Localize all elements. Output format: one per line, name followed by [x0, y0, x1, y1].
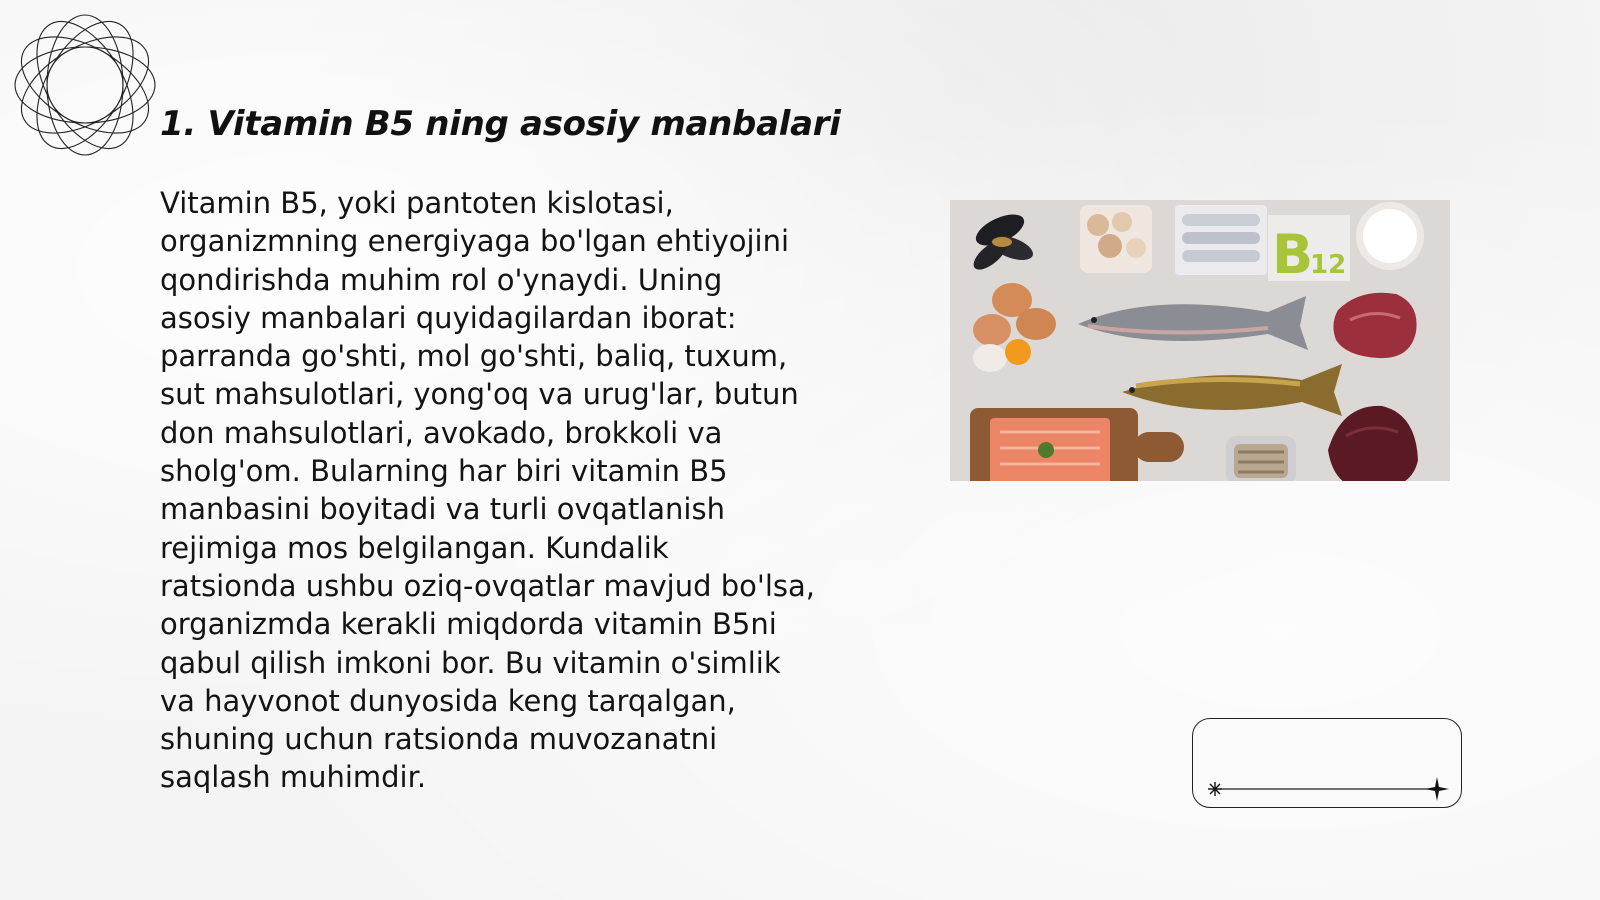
herring-fillets-icon [1175, 205, 1267, 275]
paragraph-line: sholg'om. Bularning har biri vitamin B5 [160, 454, 728, 489]
paragraph-line: ratsionda ushbu oziq-ovqatlar mavjud bo'lsa, [160, 568, 816, 603]
slide-title: 1. Vitamin B5 ning asosiy manbalari [160, 104, 841, 144]
body-paragraph [160, 184, 860, 797]
paragraph-line: asosiy manbalari quyidagilardan iborat: [160, 300, 737, 335]
paragraph-line: Vitamin B5, yoki pantoten kislotasi, [160, 186, 674, 220]
paragraph-line: qabul qilish imkoni bor. Bu vitamin o'simlik [160, 645, 781, 680]
sparkle-line-icon [1193, 719, 1463, 809]
paragraph-line: don mahsulotlari, avokado, brokkoli va [160, 415, 723, 450]
decorative-frame [1192, 718, 1462, 808]
svg-text:B: B [1272, 223, 1314, 286]
b12-label-icon [1268, 215, 1350, 286]
paragraph-line: parranda go'shti, mol go'shti, baliq, tuxum, [160, 339, 788, 374]
paragraph-line: manbasini boyitadi va turli ovqatlanish [160, 492, 725, 527]
svg-text:12: 12 [1310, 250, 1347, 280]
paragraph-line: organizmning energiyaga bo'lgan ehtiyojini [160, 224, 790, 259]
sardine-tin-icon [1226, 436, 1296, 481]
paragraph-line: qondirishda muhim rol o'ynaydi. Uning [160, 262, 723, 297]
paragraph-line: sut mahsulotlari, yong'oq va urug'lar, butun [160, 377, 799, 412]
paragraph-line: rejimiga mos belgilangan. Kundalik [160, 530, 669, 565]
clams-icon [1080, 205, 1152, 273]
paragraph-line: organizmda kerakli miqdorda vitamin B5ni [160, 607, 777, 642]
paragraph-line: va hayvonot dunyosida keng tarqalgan, [160, 683, 736, 718]
milk-bowl-icon [1356, 202, 1424, 270]
vitamin-foods-photo [950, 200, 1450, 481]
paragraph-line: shuning uchun ratsionda muvozanatni [160, 722, 718, 757]
circles-ornament-icon [10, 10, 160, 160]
paragraph-line: saqlash muhimdir. [160, 760, 427, 795]
